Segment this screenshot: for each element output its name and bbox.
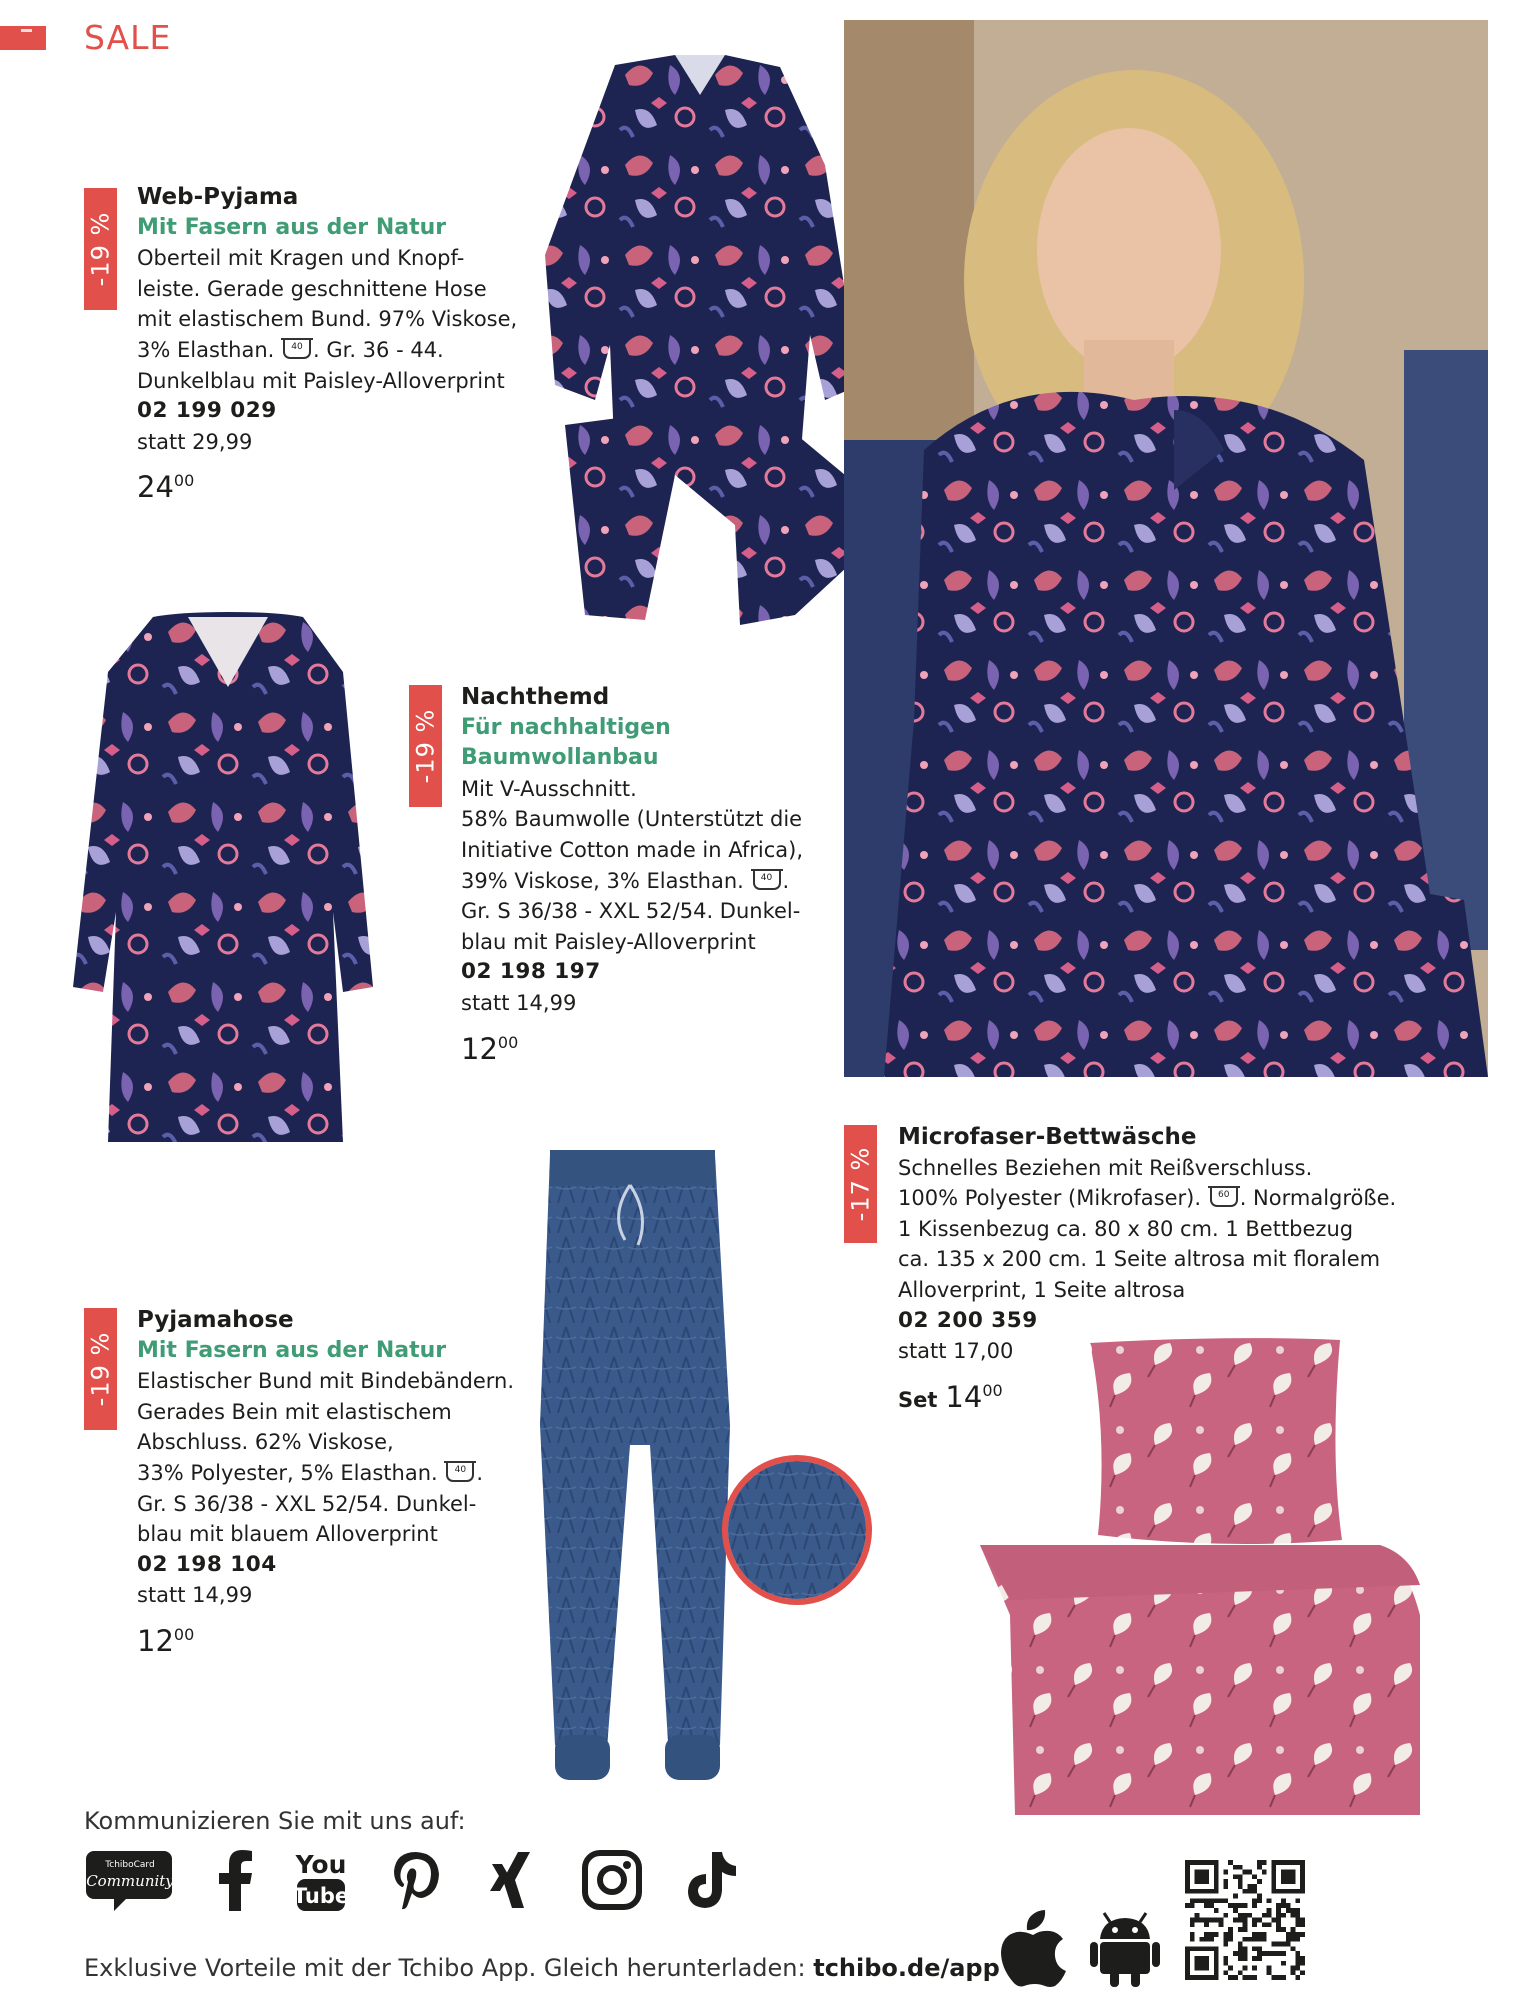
discount-badge: -19 % [84,188,117,310]
facebook-icon [215,1849,255,1911]
product-web-pyjama [137,182,517,503]
wash-40-icon: 40 [753,871,781,890]
wash-40-icon: 40 [446,1463,474,1482]
product-pyjamahose [137,1305,514,1657]
community-top-label: TchiboCard [105,1860,155,1870]
product-desc: Abschluss. 62% Viskose, [137,1430,394,1455]
product-subtitle: Mit Fasern aus der Natur [137,1337,447,1363]
product-desc: leiste. Gerade geschnittene Hose [137,276,487,301]
product-desc: 39% Viskose, 3% Elasthan. 40 . [461,868,790,893]
article-number: 02 198 197 [461,959,601,985]
wash-60-icon: 60 [1210,1188,1238,1207]
app-promo: Exklusive Vorteile mit der Tchibo App. Gleich herunterladen: tchibo.de/app [84,1954,1000,1982]
old-price: statt 29,99 [137,429,253,454]
old-price: statt 14,99 [137,1583,253,1608]
product-desc: Gr. S 36/38 - XXL 52/54. Dunkel- [137,1491,477,1516]
android-icon[interactable] [1090,1905,1160,1987]
product-desc: 1 Kissenbezug ca. 80 x 80 cm. 1 Bettbezug [898,1216,1354,1241]
tchibocard-community-link[interactable] [84,1845,176,1915]
pyjamahose-image [530,1145,735,1790]
product-desc: Dunkelblau mit Paisley-Alloverprint [137,368,505,393]
youtube-top-label: You [295,1850,347,1879]
pinterest-link[interactable] [385,1845,447,1915]
apple-icon[interactable] [998,1908,1068,1988]
product-desc: Oberteil mit Kragen und Knopf- [137,246,465,271]
tiktok-icon [684,1850,738,1910]
article-number: 02 198 104 [137,1551,277,1577]
xing-icon [486,1850,536,1910]
price: Set $14^{00}$ [898,1379,1003,1414]
model-photo [844,20,1488,1077]
product-desc: Gerades Bein mit elastischem [137,1399,452,1424]
product-desc: Schnelles Beziehen mit Reißverschluss. [898,1155,1313,1180]
old-price: statt 14,99 [461,990,577,1015]
product-subtitle: Baumwollanbau [461,745,659,771]
product-title: Web-Pyjama [137,184,299,210]
product-desc: 3% Elasthan. 40 . Gr. 36 - 44. [137,337,444,362]
product-desc: blau mit Paisley-Alloverprint [461,929,756,954]
social-heading: Kommunizieren Sie mit uns auf: [84,1807,466,1835]
product-title: Nachthemd [461,684,610,710]
fabric-detail-circle [722,1455,872,1605]
product-desc: blau mit blauem Alloverprint [137,1522,438,1547]
product-desc: ca. 135 x 200 cm. 1 Seite altrosa mit floralem [898,1247,1381,1272]
product-desc: Initiative Cotton made in Africa), [461,837,804,862]
youtube-icon [293,1847,349,1913]
discount-badge: -19 % [409,685,442,807]
instagram-icon [582,1850,642,1910]
product-desc: Elastischer Bund mit Bindebändern. [137,1369,515,1394]
web-pyjama-image [525,55,870,635]
product-subtitle: Für nachhaltigen [461,714,671,740]
price: $12^{00}$ [137,1623,195,1658]
product-desc: mit elastischem Bund. 97% Viskose, [137,307,518,332]
community-icon [84,1847,176,1913]
page-tab-marker [0,26,46,50]
wash-40-icon: 40 [283,340,311,359]
discount-badge: -17 % [844,1125,877,1243]
product-desc: Gr. S 36/38 - XXL 52/54. Dunkel- [461,899,801,924]
xing-link[interactable] [480,1845,542,1915]
product-nachthemd [461,682,803,1065]
product-desc: Alloverprint, 1 Seite altrosa [898,1277,1186,1302]
price: $24^{00}$ [137,470,195,505]
product-desc: 58% Baumwolle (Unterstützt die [461,807,803,832]
page-title: SALE [84,18,172,57]
app-link[interactable]: tchibo.de/app [813,1954,1000,1982]
product-desc: 100% Polyester (Mikrofaser). 60 . Normalgröße. [898,1186,1397,1211]
youtube-link[interactable] [290,1845,352,1915]
pinterest-icon [390,1849,442,1911]
article-number: 02 199 029 [137,398,277,424]
product-title: Pyjamahose [137,1307,294,1333]
youtube-bottom-label: Tube [293,1884,349,1908]
price: $12^{00}$ [461,1031,519,1066]
product-subtitle: Mit Fasern aus der Natur [137,214,447,240]
instagram-link[interactable] [580,1845,644,1915]
qr-code[interactable] [1185,1860,1305,1980]
discount-badge: -19 % [84,1308,117,1430]
community-bottom-label: Community [86,1872,174,1890]
product-desc: Mit V-Ausschnitt. [461,776,637,801]
nachthemd-image [68,612,383,1147]
product-desc: 33% Polyester, 5% Elasthan. 40 . [137,1460,484,1485]
facebook-link[interactable] [205,1845,265,1915]
article-number: 02 200 359 [898,1307,1038,1333]
product-title: Microfaser-Bettwäsche [898,1124,1197,1150]
bettwaesche-image [980,1335,1430,1820]
tiktok-link[interactable] [680,1845,742,1915]
old-price: statt 17,00 [898,1339,1014,1364]
